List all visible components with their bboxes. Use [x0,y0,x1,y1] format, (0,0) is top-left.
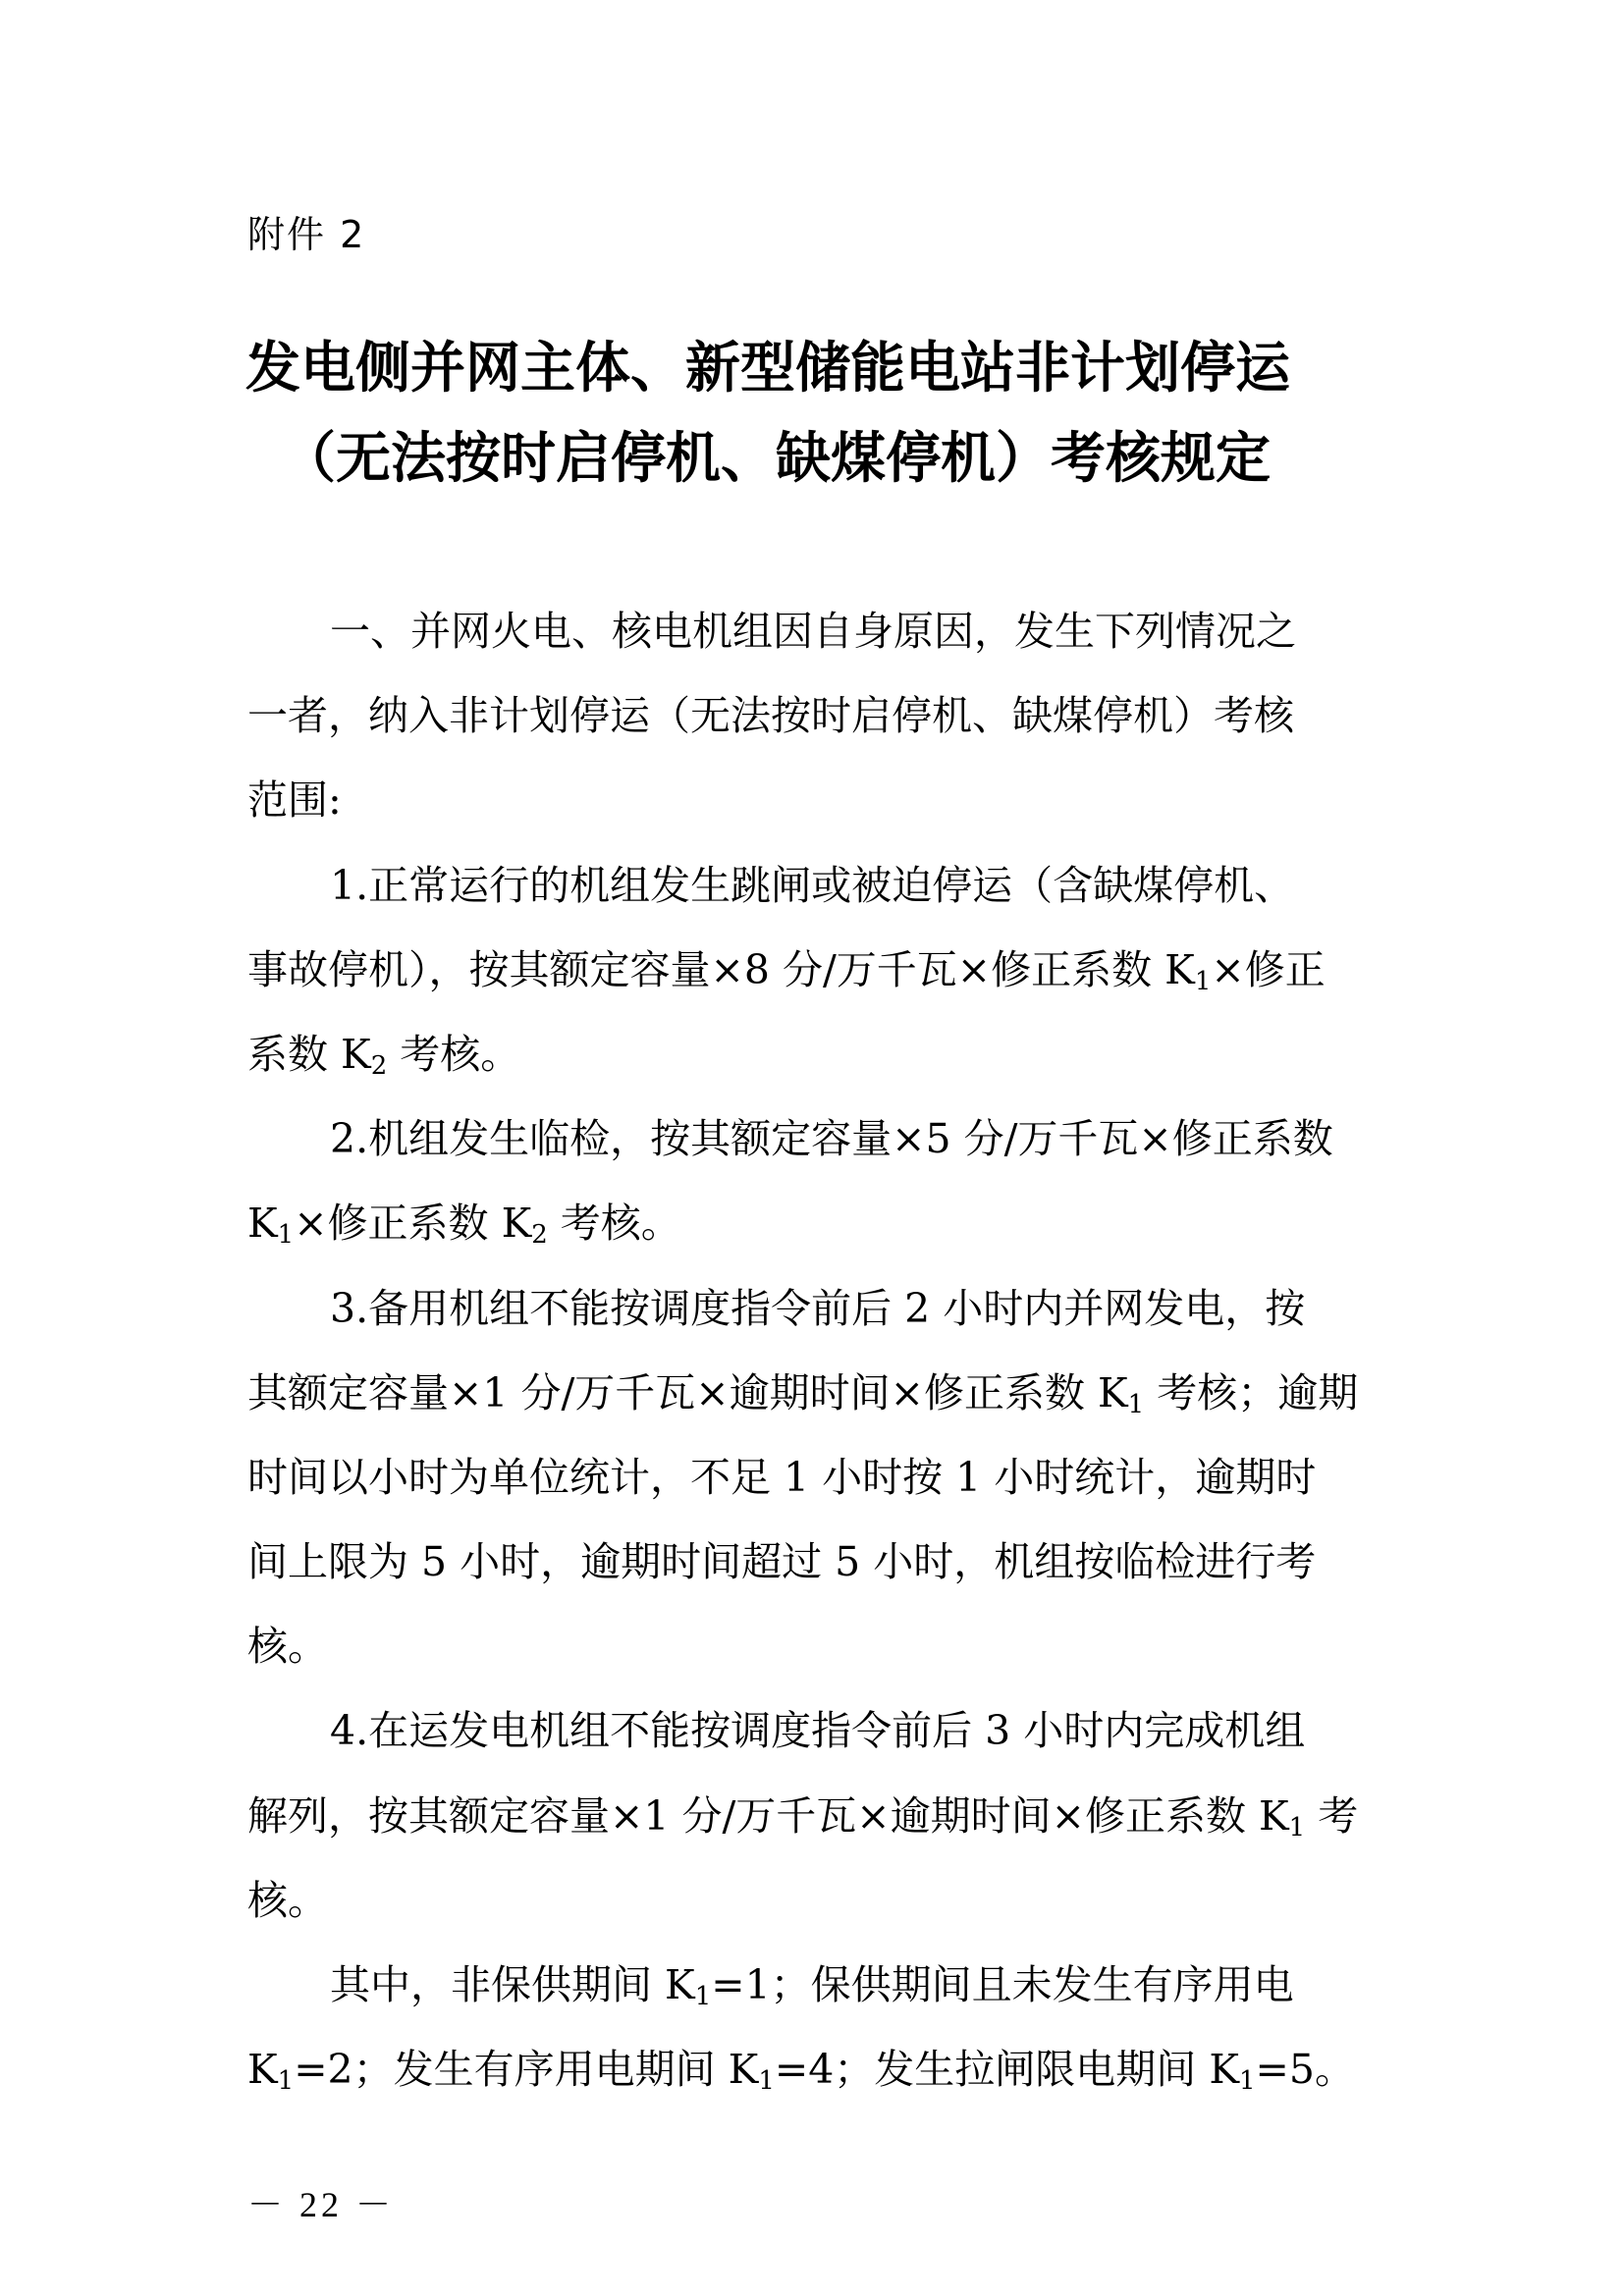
paragraph-item-2 [247,1096,1386,1265]
text-line: 系数 $K_2$ 考核。 [247,1030,521,1081]
paragraph-k1-definition [247,1943,1386,2111]
document-title [245,324,1384,505]
text-line: 核。 [247,1876,328,1924]
page-number: － 22 － [247,2185,396,2224]
text-line: $K_1=2$；发生有序用电期间 $K_1=4$；发生拉闸限电期间 $K_1=5$。 [247,2046,1355,2097]
text-line: 其额定容量×1 分/万千瓦×逾期时间×修正系数 $K_1$ 考核；逾期 [247,1368,1359,1419]
text-line: $K_1\times$修正系数 $K_2$ 考核。 [247,1200,681,1251]
title-line-2: （无法按时启停机、缺煤停机）考核规定 [281,427,1271,491]
text-line: 1.正常运行的机组发生跳闸或被迫停运（含缺煤停机、 [330,861,1295,909]
title-line-1: 发电侧并网主体、新型储能电站非计划停运 [245,337,1290,400]
attachment-label: 附件 2 [247,213,366,256]
document-body [247,589,1386,2111]
text-line: 其中，非保供期间 $K_1=1$；保供期间且未发生有序用电 [330,1961,1294,2011]
paragraph-item-3 [247,1266,1386,1689]
text-line: 解列，按其额定容量×1 分/万千瓦×逾期时间×修正系数 $K_1$ 考 [247,1791,1359,1842]
paragraph-item-4 [247,1688,1386,1943]
text-line: 一、并网火电、核电机组因自身原因，发生下列情况之 [330,608,1296,655]
text-line: 事故停机），按其额定容量×8 分/万千瓦×修正系数 $K_1\times$修正 [247,945,1326,996]
text-line: 4.在运发电机组不能按调度指令前后 3 小时内完成机组 [330,1707,1306,1755]
text-line: 2.机组发生临检，按其额定容量×5 分/万千瓦×修正系数 [330,1115,1333,1163]
text-line: 间上限为 5 小时，逾期时间超过 5 小时，机组按临检进行考 [247,1538,1317,1586]
paragraph-section-1-intro [247,589,1386,843]
text-line: 核。 [247,1623,328,1671]
text-line: 范围: [247,776,342,825]
text-line: 一者，纳入非计划停运（无法按时启停机、缺煤停机）考核 [247,692,1294,740]
text-line: 时间以小时为单位统计，不足 1 小时按 1 小时统计，逾期时 [247,1453,1317,1501]
paragraph-item-1 [247,843,1386,1097]
text-line: 3.备用机组不能按调度指令前后 2 小时内并网发电，按 [330,1284,1306,1332]
